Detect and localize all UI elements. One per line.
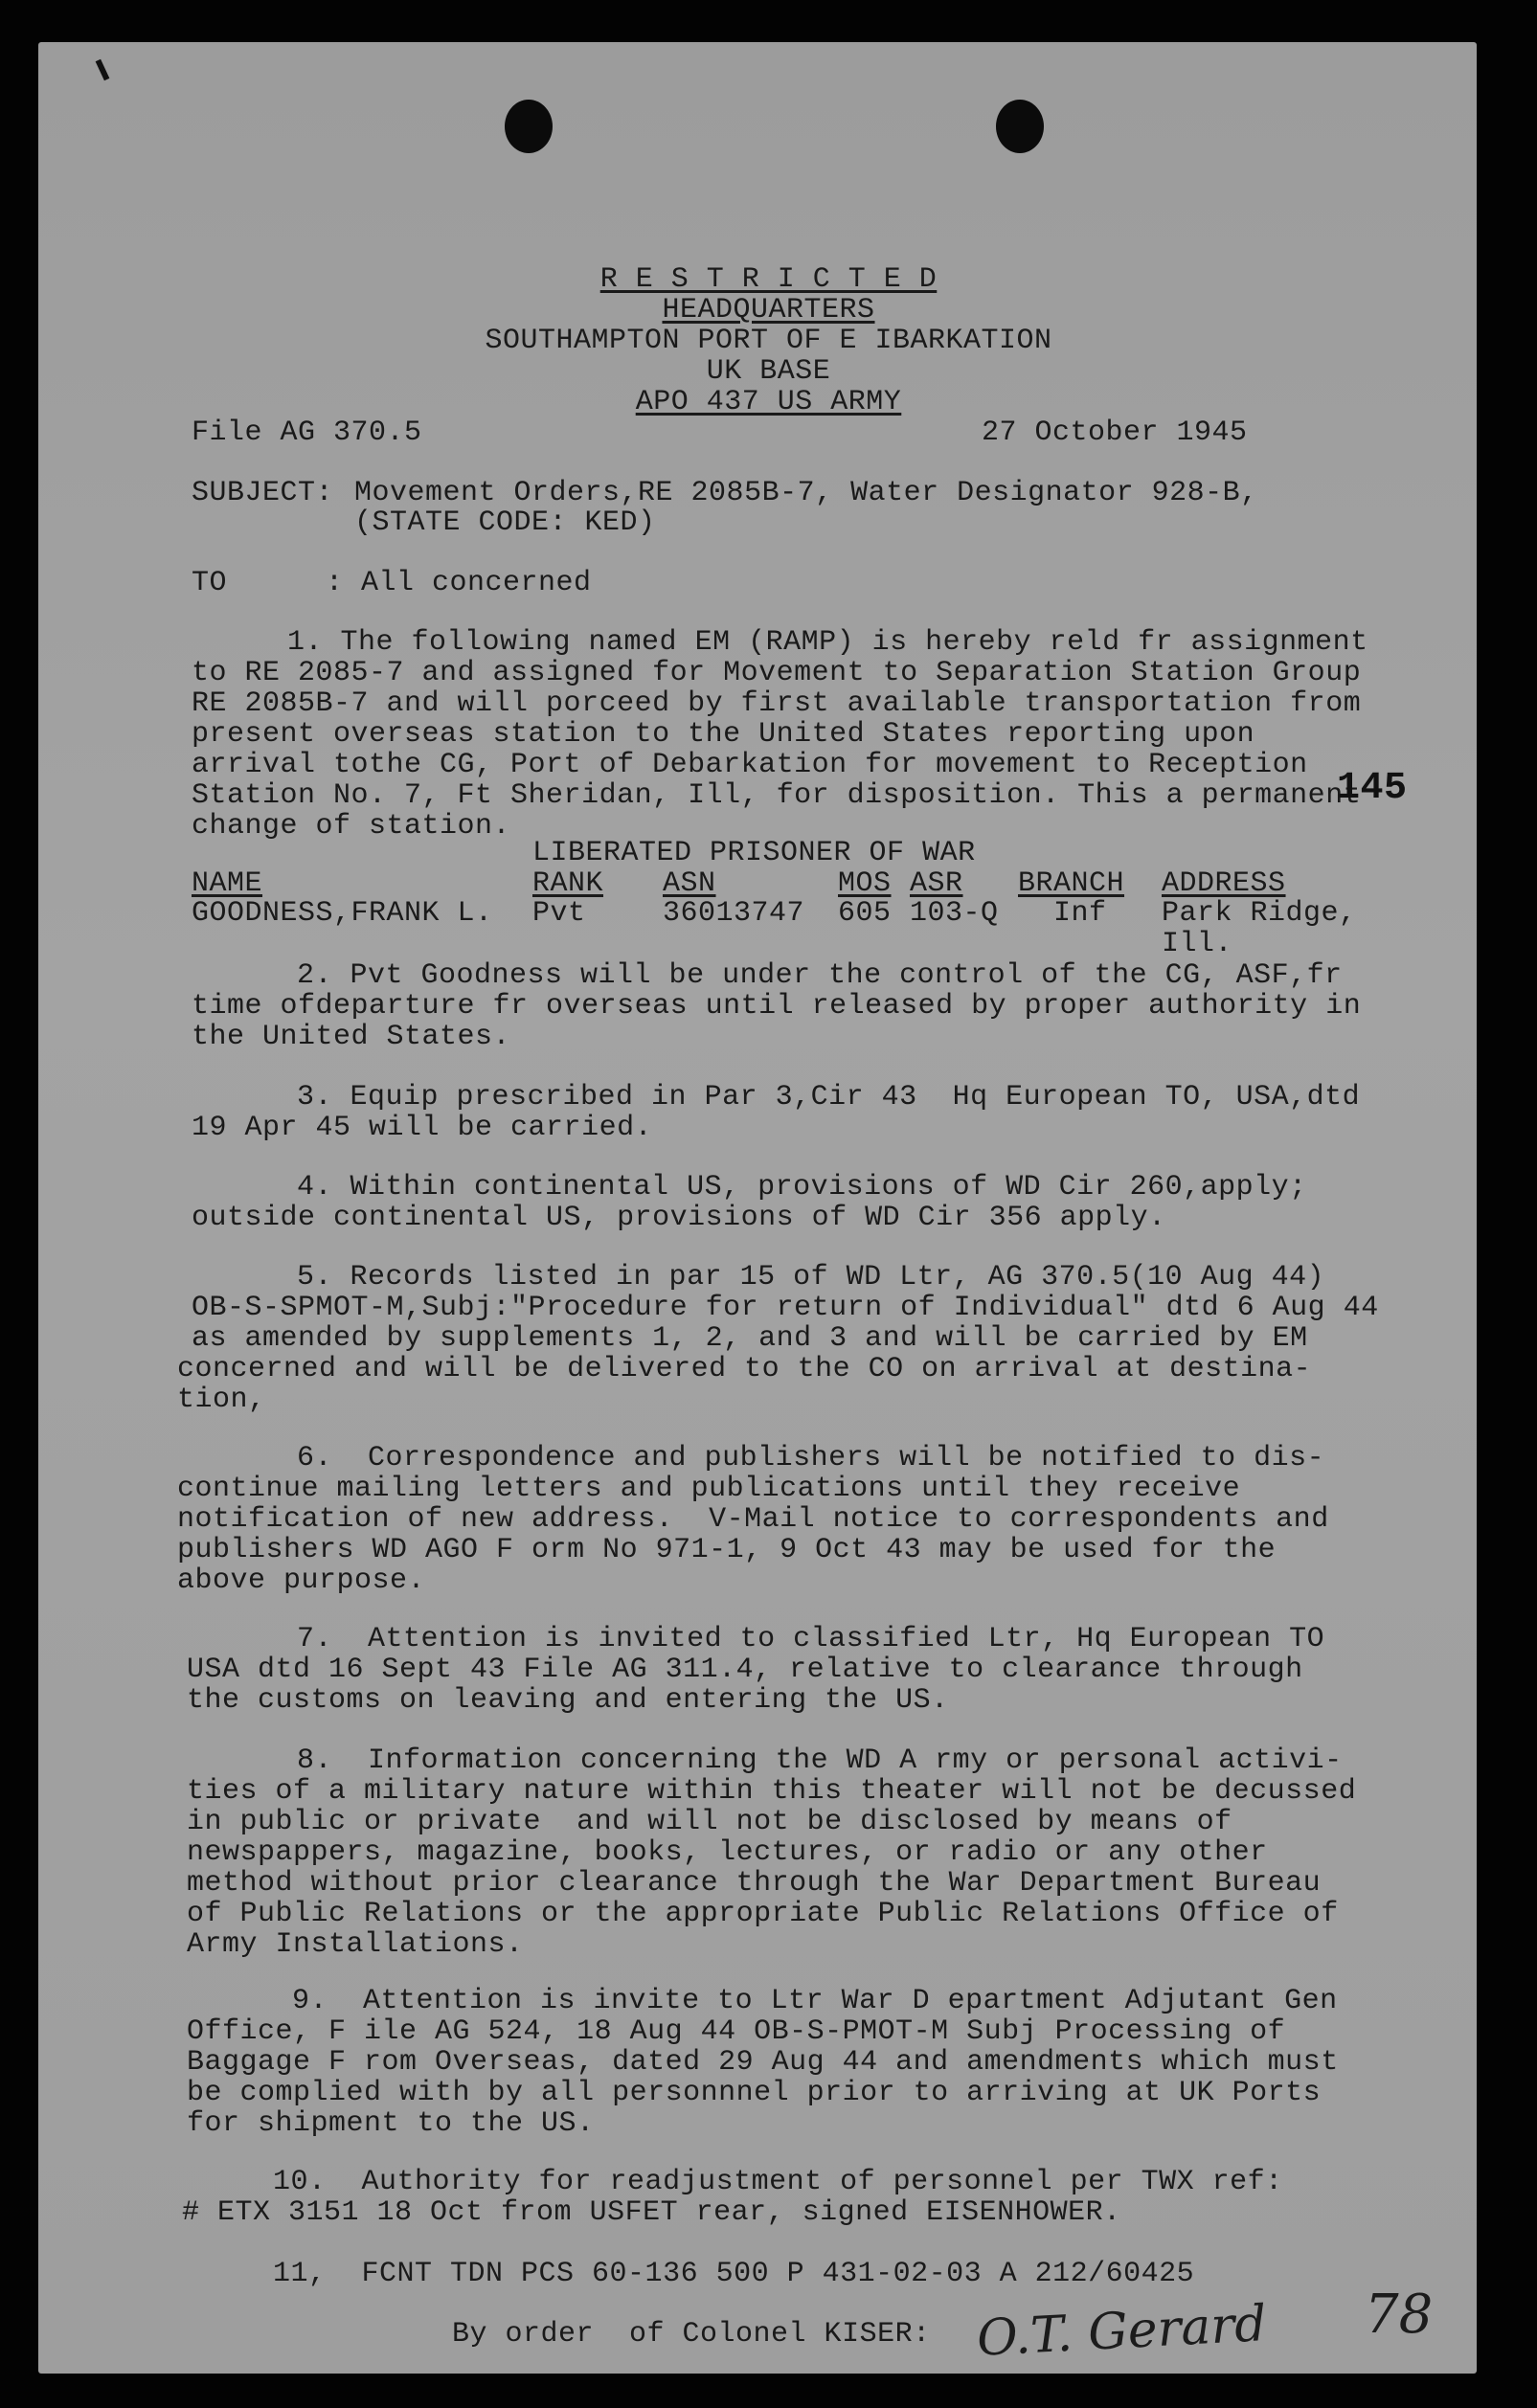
paragraph-10-line: # ETX 3151 18 Oct from USFET rear, signed EISENHOWER.: [182, 2196, 1121, 2229]
subject-label: SUBJECT:: [192, 477, 334, 509]
punch-hole-left: [505, 100, 553, 153]
roster-header-address: ADDRESS: [1162, 867, 1286, 900]
paragraph-9-line: 9. Attention is invite to Ltr War D epartment Adjutant Gen: [292, 1985, 1338, 2017]
base-heading: UK BASE: [706, 355, 831, 388]
roster-header-name: NAME: [192, 867, 263, 900]
paragraph-8-line: of Public Relations or the appropriate Public Relations Office of: [187, 1898, 1339, 1930]
paragraph-5-line: tion,: [177, 1384, 266, 1416]
apo-heading: APO 437 US ARMY: [635, 386, 902, 418]
paragraph-1-line: RE 2085B-7 and will porceed by first available transportation from: [192, 687, 1362, 720]
paragraph-1-line: Station No. 7, Ft Sheridan, Ill, for disposition. This a permanent: [192, 779, 1362, 812]
paragraph-2-line: time ofdeparture fr overseas until released by proper authority in: [192, 990, 1362, 1023]
to-value: : All concerned: [326, 567, 592, 599]
document-date: 27 October 1945: [982, 416, 1248, 449]
paragraph-3-line: 3. Equip prescribed in Par 3,Cir 43 Hq European TO, USA,dtd: [297, 1081, 1361, 1114]
paragraph-5-line: OB-S-SPMOT-M,Subj:"Procedure for return of Individual" dtd 6 Aug 44: [192, 1292, 1379, 1324]
handwritten-signature: O.T. Gerard: [975, 2295, 1268, 2368]
paragraph-8-line: in public or private and will not be disclosed by means of: [187, 1806, 1232, 1838]
paragraph-3-line: 19 Apr 45 will be carried.: [192, 1112, 653, 1144]
roster-asr: 103-Q: [910, 897, 999, 930]
paragraph-11-line: 11, FCNT TDN PCS 60-136 500 P 431-02-03 A 212/60425: [273, 2258, 1195, 2290]
roster-header-asr: ASR: [910, 867, 963, 900]
headquarters-heading: HEADQUARTERS: [662, 294, 875, 326]
paragraph-5-line: as amended by supplements 1, 2, and 3 and will be carried by EM: [192, 1322, 1308, 1355]
paragraph-7-line: the customs on leaving and entering the US.: [187, 1684, 949, 1717]
to-label: TO: [192, 567, 228, 599]
subject-line-2: (STATE CODE: KED): [354, 506, 656, 539]
paragraph-7-line: 7. Attention is invited to classified Ltr, Hq European TO: [297, 1623, 1325, 1655]
paragraph-4-line: 4. Within continental US, provisions of WD Cir 260,apply;: [297, 1171, 1307, 1204]
handwritten-number: 78: [1365, 2284, 1434, 2346]
roster-header-rank: RANK: [532, 867, 604, 900]
paragraph-5-line: concerned and will be delivered to the CO on arrival at destina-: [177, 1353, 1312, 1385]
paragraph-8-line: method without prior clearance through the War Department Bureau: [187, 1867, 1322, 1900]
paragraph-9-line: Baggage F rom Overseas, dated 29 Aug 44 and amendments which must: [187, 2046, 1339, 2079]
paragraph-6-line: publishers WD AGO F orm No 971-1, 9 Oct 43 may be used for the: [177, 1534, 1277, 1566]
roster-asn: 36013747: [663, 897, 805, 930]
paragraph-10-line: 10. Authority for readjustment of personnel per TWX ref:: [273, 2166, 1283, 2198]
punch-hole-right: [996, 100, 1044, 153]
roster-name: GOODNESS,FRANK L.: [192, 897, 493, 930]
classification-marking: R E S T R I C T E D: [599, 263, 938, 296]
roster-address-line-2: Ill.: [1162, 928, 1233, 960]
paragraph-8-line: 8. Information concerning the WD A rmy or personal activi-: [297, 1744, 1343, 1777]
paragraph-9-line: for shipment to the US.: [187, 2107, 595, 2140]
paragraph-9-line: Office, F ile AG 524, 18 Aug 44 OB-S-PMOT-M Subj Processing of: [187, 2015, 1286, 2048]
paragraph-7-line: USA dtd 16 Sept 43 File AG 311.4, relative to clearance through: [187, 1654, 1303, 1686]
by-order-line: By order of Colonel KISER:: [452, 2318, 931, 2351]
roster-header-branch: BRANCH: [1018, 867, 1125, 900]
paragraph-8-line: ties of a military nature within this theater will not be decussed: [187, 1775, 1357, 1808]
page-number: 145: [1337, 767, 1408, 810]
paragraph-8-line: newspappers, magazine, books, lectures, or radio or any other: [187, 1836, 1268, 1869]
roster-header-mos: MOS: [838, 867, 892, 900]
unit-heading: SOUTHAMPTON PORT OF E IBARKATION: [485, 325, 1052, 357]
roster-header-asn: ASN: [663, 867, 716, 900]
roster-branch: Inf: [1053, 897, 1107, 930]
paragraph-6-line: notification of new address. V-Mail notice to correspondents and: [177, 1503, 1329, 1536]
file-reference: File AG 370.5: [192, 416, 422, 449]
paragraph-1-line: change of station.: [192, 810, 511, 843]
roster-rank: Pvt: [532, 897, 586, 930]
paragraph-4-line: outside continental US, provisions of WD Cir 356 apply.: [192, 1202, 1166, 1234]
paragraph-6-line: 6. Correspondence and publishers will be notified to dis-: [297, 1442, 1325, 1474]
paragraph-6-line: continue mailing letters and publications until they receive: [177, 1473, 1241, 1505]
paragraph-1-line: present overseas station to the United States reporting upon: [192, 718, 1255, 751]
paragraph-8-line: Army Installations.: [187, 1928, 524, 1961]
paragraph-1-line: 1. The following named EM (RAMP) is hereby reld fr assignment: [287, 626, 1368, 659]
paragraph-1-line: to RE 2085-7 and assigned for Movement to Separation Station Group: [192, 657, 1362, 689]
roster-address-line-1: Park Ridge,: [1162, 897, 1357, 930]
paragraph-2-line: the United States.: [192, 1021, 511, 1053]
roster-title: LIBERATED PRISONER OF WAR: [532, 837, 976, 869]
roster-mos: 605: [838, 897, 892, 930]
paragraph-2-line: 2. Pvt Goodness will be under the control of the CG, ASF,fr: [297, 959, 1343, 992]
paragraph-6-line: above purpose.: [177, 1564, 426, 1597]
paragraph-1-line: arrival tothe CG, Port of Debarkation for movement to Reception: [192, 749, 1308, 781]
subject-line-1: Movement Orders,RE 2085B-7, Water Designator 928-B,: [354, 477, 1258, 509]
paragraph-5-line: 5. Records listed in par 15 of WD Ltr, AG 370.5(10 Aug 44): [297, 1261, 1325, 1294]
paragraph-9-line: be complied with by all personnnel prior to arriving at UK Ports: [187, 2077, 1322, 2109]
